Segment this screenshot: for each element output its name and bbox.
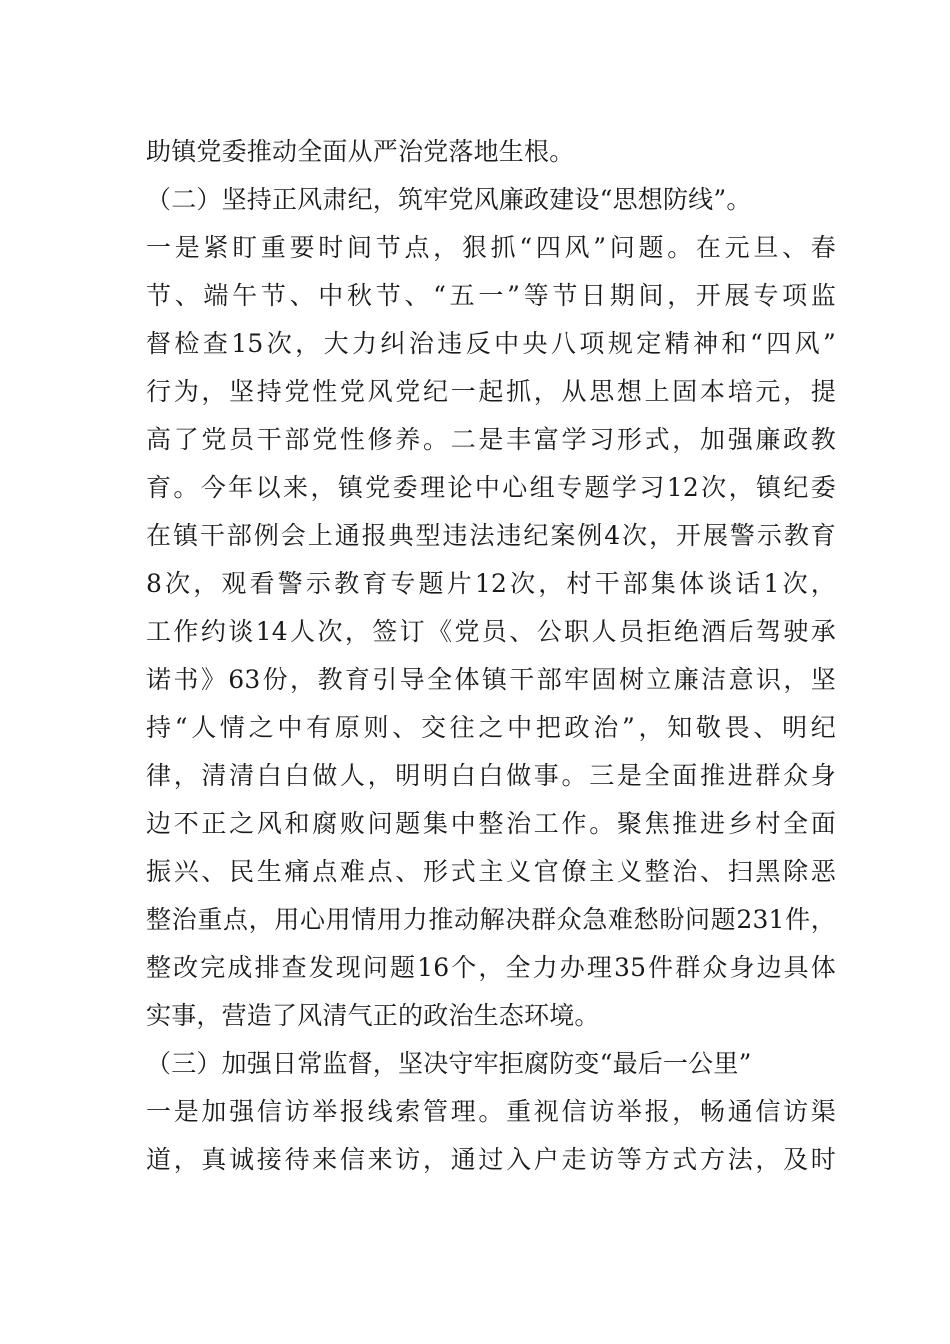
paragraph-line: 节、端午节、中秋节、“五一”等节日期间，开展专项监 (146, 281, 836, 310)
paragraph-line: 8次，观看警示教育专题片12次，村干部集体谈话1次， (146, 569, 836, 598)
paragraph-line: 边不正之风和腐败问题集中整治工作。聚焦推进乡村全面 (146, 809, 836, 838)
paragraph-line: 督检查15次，大力纠治违反中央八项规定精神和“四风” (146, 329, 836, 358)
section-heading-2: （二）坚持正风肃纪，筑牢党风廉政建设“思想防线”。 (146, 185, 752, 214)
paragraph-line: 育。今年以来，镇党委理论中心组专题学习12次，镇纪委 (146, 473, 836, 502)
paragraph-line: 高了党员干部党性修养。二是丰富学习形式，加强廉政教 (146, 425, 836, 454)
paragraph-line: 持“人情之中有原则、交往之中把政治”，知敬畏、明纪 (146, 713, 836, 742)
paragraph-line: 一是加强信访举报线索管理。重视信访举报，畅通信访渠 (146, 1097, 836, 1126)
paragraph-line: 整改完成排查发现问题16个，全力办理35件群众身边具体 (146, 953, 836, 982)
paragraph-line: 工作约谈14人次，签订《党员、公职人员拒绝酒后驾驶承 (146, 617, 836, 646)
paragraph-line: 律，清清白白做人，明明白白做事。三是全面推进群众身 (146, 761, 836, 790)
paragraph-line: 在镇干部例会上通报典型违法违纪案例4次，开展警示教育 (146, 521, 836, 550)
paragraph-line: 诺书》63份，教育引导全体镇干部牢固树立廉洁意识，坚 (146, 665, 836, 694)
paragraph-line: 一是紧盯重要时间节点，狠抓“四风”问题。在元旦、春 (146, 233, 836, 262)
section-heading-3: （三）加强日常监督，坚决守牢拒腐防变“最后一公里” (146, 1049, 752, 1078)
paragraph-line: 道，真诚接待来信来访，通过入户走访等方式方法，及时 (146, 1145, 836, 1174)
paragraph-line: 行为，坚持党性党风党纪一起抓，从思想上固本培元，提 (146, 377, 836, 406)
paragraph-line: 整治重点，用心用情用力推动解决群众急难愁盼问题231件， (146, 905, 836, 934)
paragraph-line: 振兴、民生痛点难点、形式主义官僚主义整治、扫黑除恶 (146, 857, 836, 886)
paragraph-line: 实事，营造了风清气正的政治生态环境。 (146, 1001, 600, 1030)
paragraph-line: 助镇党委推动全面从严治党落地生根。 (146, 137, 575, 166)
